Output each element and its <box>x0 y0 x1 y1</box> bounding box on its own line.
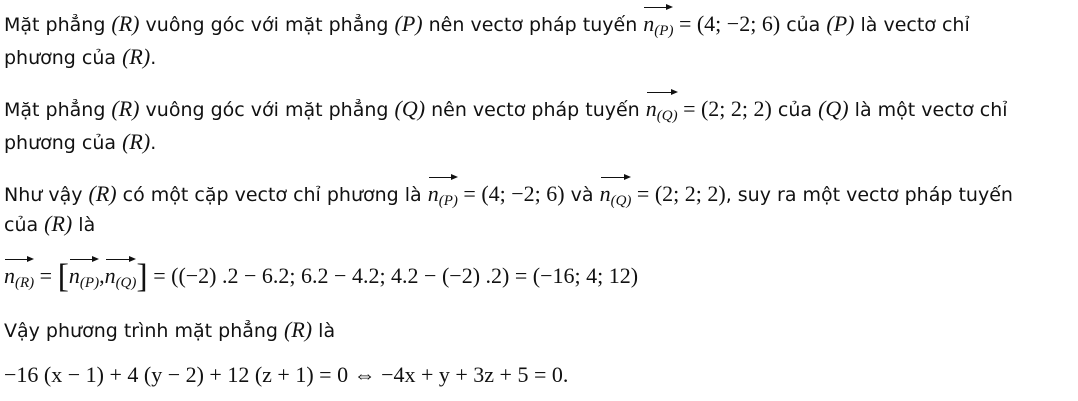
text: Mặt phẳng <box>4 14 112 36</box>
text: nên vectơ pháp tuyến <box>422 14 644 36</box>
text: Mặt phẳng <box>4 99 112 121</box>
plane-R: (R) <box>111 96 140 121</box>
vector-subscript: (P) <box>438 193 458 209</box>
text: phương của <box>4 132 123 154</box>
text: là vectơ chỉ <box>854 14 970 36</box>
vector-subscript: (Q) <box>656 108 678 124</box>
cross-product-formula <box>4 256 638 293</box>
paragraph-3-line-2 <box>4 208 95 241</box>
text: nên vectơ pháp tuyến <box>425 99 646 121</box>
vector-subscript: (Q) <box>610 193 632 209</box>
paragraph-2-line-1 <box>4 89 1008 126</box>
text: vuông góc với mặt phẳng <box>139 99 395 121</box>
text: . <box>150 132 157 154</box>
vector-value: = (4; −2; 6) <box>673 11 781 36</box>
normal-vector-P <box>428 174 458 209</box>
text: của <box>771 99 819 121</box>
text: có một cặp vectơ chỉ phương là <box>116 184 428 206</box>
plane-P: (P) <box>394 11 423 36</box>
normal-vector-Q <box>646 89 678 124</box>
vector-base: n <box>68 263 80 288</box>
paragraph-2-line-2 <box>4 126 156 159</box>
plane-R: (R) <box>44 211 73 236</box>
vector-subscript: (P) <box>79 275 100 291</box>
vector-base: n <box>643 11 655 36</box>
vector-subscript: (Q) <box>115 275 137 291</box>
plane-R: (R) <box>284 317 313 342</box>
normal-vector-P <box>643 4 673 39</box>
equation-text: −16 (x − 1) + 4 (y − 2) + 12 (z + 1) = 0 ⇔ −4x + y + 3z + 5 = 0. <box>4 362 569 387</box>
plane-R: (R) <box>122 44 151 69</box>
left-bracket: [ <box>57 258 69 295</box>
normal-vector-P <box>69 256 99 291</box>
paragraph-1-line-2 <box>4 41 156 74</box>
vector-subscript: (R) <box>15 275 35 291</box>
text: là <box>312 320 336 342</box>
text: , suy ra một vectơ pháp tuyến <box>725 184 1013 206</box>
vector-value: = (2; 2; 2) <box>631 181 726 206</box>
text: là <box>72 214 96 236</box>
vector-value: = (4; −2; 6) <box>457 181 565 206</box>
text: của <box>4 214 45 236</box>
text: vuông góc với mặt phẳng <box>139 14 395 36</box>
plane-R: (R) <box>88 181 117 206</box>
text: . <box>150 47 157 69</box>
text: của <box>780 14 827 36</box>
comma: , <box>99 263 105 288</box>
text: là một vectơ chỉ <box>848 99 1008 121</box>
text: Như vậy <box>4 184 89 206</box>
normal-vector-Q <box>105 256 137 291</box>
plane-P: (P) <box>826 11 855 36</box>
conclusion-line <box>4 314 335 347</box>
text: Vậy phương trình mặt phẳng <box>4 320 285 342</box>
right-bracket: ] <box>136 258 148 295</box>
vector-base: n <box>645 96 657 121</box>
plane-R: (R) <box>111 11 140 36</box>
plane-R: (R) <box>122 129 151 154</box>
text: và <box>564 184 600 206</box>
vector-value: = (2; 2; 2) <box>677 96 772 121</box>
plane-Q: (Q) <box>818 96 849 121</box>
paragraph-3-line-1 <box>4 174 1013 211</box>
text: phương của <box>4 47 123 69</box>
normal-vector-R <box>4 256 34 291</box>
paragraph-1-line-1 <box>4 4 970 41</box>
vector-base: n <box>599 181 611 206</box>
equals-sign: = <box>34 263 58 288</box>
vector-base: n <box>104 263 116 288</box>
vector-base: n <box>4 263 15 288</box>
plane-Q: (Q) <box>394 96 426 121</box>
cross-product-result: = ((−2) .2 − 6.2; 6.2 − 4.2; 4.2 − (−2) .2) = (−16; 4; 12) <box>147 263 639 288</box>
vector-subscript: (P) <box>654 23 674 39</box>
normal-vector-Q <box>600 174 632 209</box>
plane-equation <box>4 359 568 391</box>
vector-base: n <box>427 181 439 206</box>
